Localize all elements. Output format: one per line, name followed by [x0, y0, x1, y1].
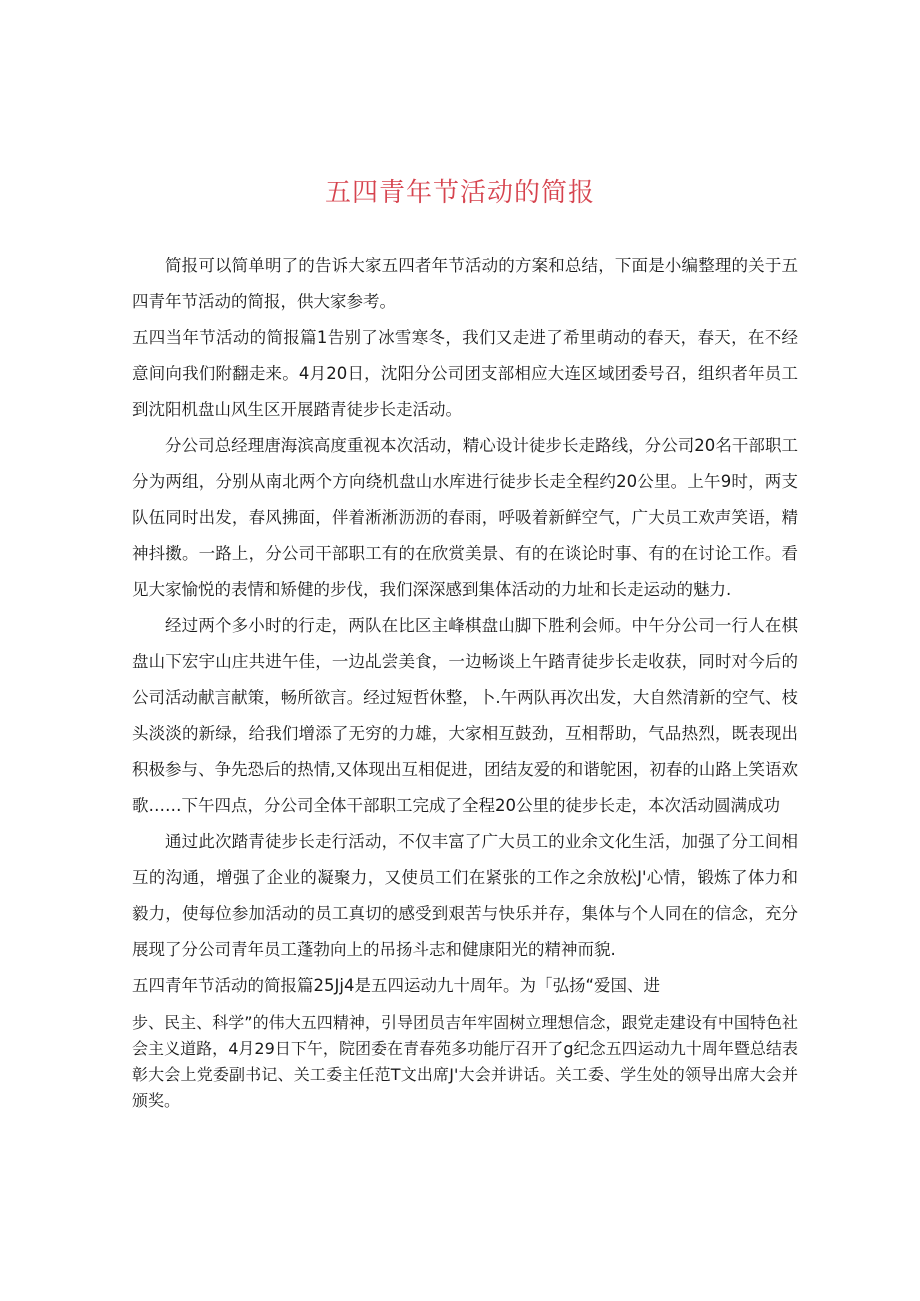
article-2-body-paragraph: 步、民主、科学”的伟大五四精神，引导团员吉年牢固树立理想信念，跟党走建设有中国特色社会主义道路，4月29日下午，院团委在青春苑多功能厅召开了g纪念五四运动九十周年暨总结表彰大会上党委副书记、关工委主任范T文出席J'大会并讲话。关工委、学生处的领导出席大会并颁奖。	[132, 1013, 798, 1110]
document-body	[132, 248, 798, 1114]
article-1-route-paragraph: 分公司总经理唐海滨高度重视本次活动，精心设计徒步长走路线，分公司20名干部职工分为两组，分别从南北两个方向绕机盘山水库进行徒步长走全程约20公里。上午9时，两支队伍同时出发，春风拂面，伴着淅淅沥沥的春雨，呼吸着新鲜空气，广大员工欢声笑语，精神抖擞。一路上，分公司干部职工有的在欣赏美景、有的在谈论时事、有的在讨论工作。看见大家愉悦的表情和矫健的步伐，我们深深感到集体活动的力址和长走运动的魅力.	[132, 436, 798, 599]
article-1-opening-paragraph: 五四当年节活动的简报篇1告别了冰雪寒冬，我们又走进了希里萌动的春天，春天，在不经意间向我们附翻走来。4月20日，沈阳分公司团支部相应大连区域团委号召，组织者年员工到沈阳机盘山风生区开展踏青徒步长走活动。	[132, 328, 798, 419]
page-title: 五四青年节活动的简报	[324, 178, 595, 208]
article-1-afternoon-paragraph: 经过两个多小时的行走，两队在比区主峰棋盘山脚下胜利会师。中午分公司一行人在棋盘山下宏宇山庄共进午佳，一边乩尝美食，一边畅谈上午踏青徒步长走收获，同时对今后的公司活动献言献策，畅所欲言。经过短哲休整，卜.午两队再次出发，大自然清新的空气、枝头淡淡的新绿，给我们增添了无穷的力雄，大家相互鼓劲，互相帮助，气品热烈，既表现出积极参与、争先恐后的热情,又体现出互相促进，团结友爱的和谐鸵困，初春的山路上笑语欢歌……下午四点，分公司全体干部职工完成了全程20公里的徒步长走，本次活动圆满成功	[132, 616, 798, 815]
article-1-summary-paragraph: 通过此次踏青徒步长走行活动，不仅丰富了广大员工的业余文化生活，加强了分工间相互的沟通，增强了企业的凝聚力，又使员工们在紧张的工作之余放松J'心情，锻炼了体力和毅力，使每位参加活动的员工真切的感受到艰苦与快乐并存，集体与个人同在的信念，充分展现了分公司青年员工蓬勃向上的吊扬斗志和健康阳光的精神而貌.	[132, 832, 798, 959]
article-2-heading-line: 五四青年节活动的简报篇25Jj4是五四运动九十周年。为「弘扬“爱国、进	[132, 976, 660, 995]
intro-paragraph: 简报可以简单明了的告诉大家五四者年节活动的方案和总结，下面是小编整理的关于五四青年节活动的简报，供大家参考。	[132, 256, 798, 311]
